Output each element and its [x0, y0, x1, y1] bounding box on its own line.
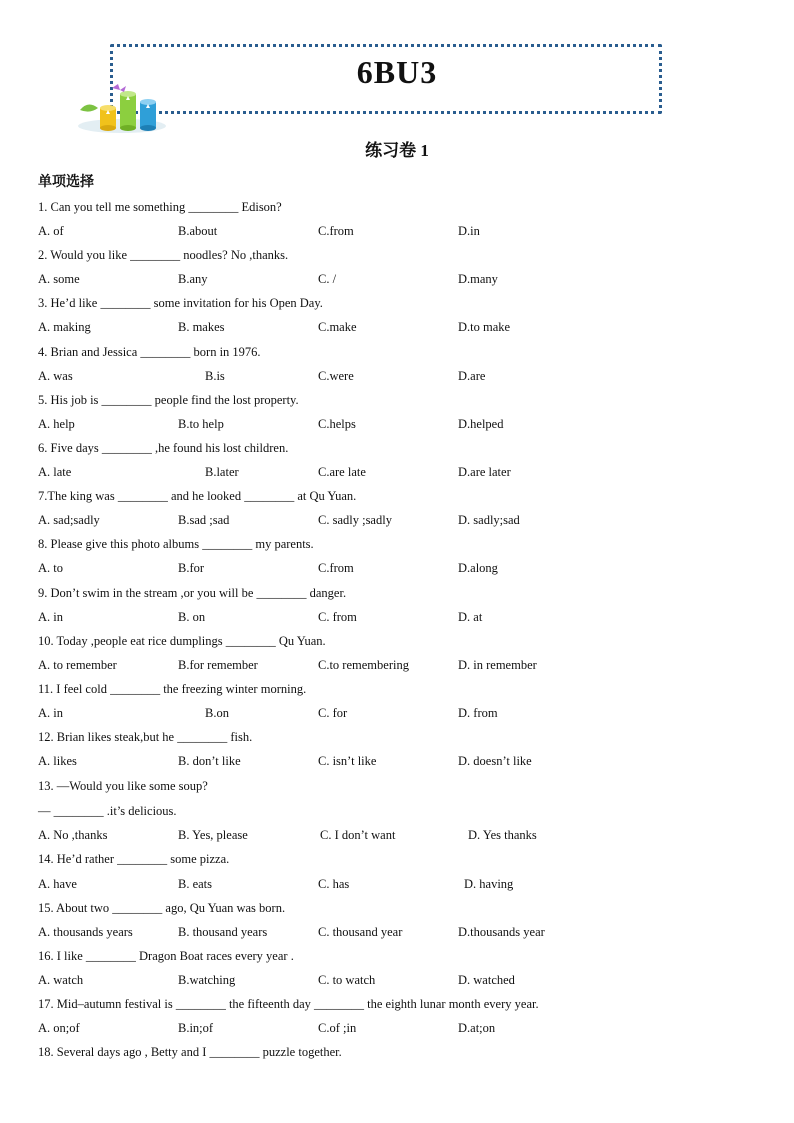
option-a: A. have: [38, 876, 77, 891]
question-stem: 3. He’d like ________ some invitation for his Open Day.: [38, 296, 323, 311]
option-d: D.many: [458, 272, 498, 287]
option-c: C. for: [318, 705, 348, 720]
option-d: D. from: [458, 705, 498, 720]
option-c: C.from: [318, 224, 354, 239]
option-a: A. watch: [38, 972, 84, 987]
option-a: A. to: [38, 561, 63, 576]
option-b: B. Yes, please: [178, 828, 248, 843]
option-c: C.were: [318, 368, 354, 383]
option-a: A. of: [38, 224, 64, 239]
option-a: A. likes: [38, 754, 77, 769]
option-a: A. on;of: [38, 1021, 80, 1036]
option-b: B.about: [178, 224, 218, 239]
option-c: C.from: [318, 561, 354, 576]
question-stem: 6. Five days ________ ,he found his lost children.: [38, 440, 289, 455]
option-c: C. I don’t want: [320, 828, 396, 843]
option-c: C. isn’t like: [318, 754, 377, 769]
option-row: [38, 920, 738, 944]
option-d: D. sadly;sad: [458, 513, 520, 528]
question-stem: 7.The king was ________ and he looked ________ at Qu Yuan.: [38, 489, 357, 504]
option-a: A. in: [38, 705, 63, 720]
option-d: D.in: [458, 224, 480, 239]
option-c: C.make: [318, 320, 357, 335]
option-c: C. to watch: [318, 972, 376, 987]
question-stem: 1. Can you tell me something ________ Edison?: [38, 200, 282, 214]
option-row: [38, 1016, 738, 1040]
option-c: C. /: [318, 272, 337, 287]
option-d: D. watched: [458, 972, 515, 987]
option-c: C. has: [318, 876, 350, 891]
option-row: [38, 412, 738, 436]
option-b: B.on: [205, 705, 229, 720]
option-row: [38, 315, 738, 339]
option-a: A. making: [38, 320, 91, 335]
option-b: B. thousand years: [178, 924, 268, 939]
option-b: B.for: [178, 561, 205, 576]
question-stem: 9. Don’t swim in the stream ,or you will be ________ danger.: [38, 585, 347, 600]
option-row: [38, 556, 738, 580]
page-title: 6BU3: [356, 54, 438, 90]
option-d: D.helped: [458, 416, 504, 431]
question-list: [38, 195, 738, 1064]
question-stem: 4. Brian and Jessica ________ born in 1976.: [38, 344, 261, 359]
option-a: A. No ,thanks: [38, 828, 108, 843]
option-d: D. at: [458, 609, 483, 624]
option-row: [38, 219, 738, 243]
question-stem: 14. He’d rather ________ some pizza.: [38, 852, 230, 867]
option-row: [38, 872, 738, 896]
option-d: D.thousands year: [458, 924, 545, 939]
option-d: D.along: [458, 561, 498, 576]
option-c: C.of ;in: [318, 1021, 357, 1036]
option-a: A. some: [38, 272, 80, 287]
option-d: D. in remember: [458, 657, 537, 672]
question-stem: 5. His job is ________ people find the lost property.: [38, 392, 299, 407]
option-c: C.to remembering: [318, 657, 409, 672]
section-heading: 单项选择: [38, 174, 94, 190]
question-stem: 13. —Would you like some soup?: [38, 779, 208, 794]
option-b: B. don’t like: [178, 754, 241, 769]
option-c: C. sadly ;sadly: [318, 513, 392, 528]
option-row: [38, 653, 738, 677]
option-b: B. eats: [178, 876, 213, 891]
option-row: [38, 267, 738, 291]
option-a: A. was: [38, 368, 73, 383]
option-a: A. late: [38, 465, 72, 480]
option-d: D. having: [464, 876, 514, 891]
option-row: [38, 508, 738, 532]
option-c: C.helps: [318, 416, 356, 431]
question-stem: 8. Please give this photo albums ________ my parents.: [38, 537, 314, 552]
option-a: A. in: [38, 609, 63, 624]
option-a: A. help: [38, 416, 75, 431]
question-stem: 10. Today ,people eat rice dumplings ________ Qu Yuan.: [38, 633, 326, 648]
option-a: A. to remember: [38, 657, 117, 672]
option-d: D.at;on: [458, 1021, 496, 1036]
question-stem: 17. Mid–autumn festival is ________ the fifteenth day ________ the eighth lunar month every year.: [38, 997, 539, 1011]
question-stem: 11. I feel cold ________ the freezing winter morning.: [38, 681, 307, 696]
option-b: B.is: [205, 368, 225, 383]
question-stem: 12. Brian likes steak,but he ________ fish.: [38, 730, 253, 745]
option-d: D.are later: [458, 465, 511, 480]
page-subtitle: 练习卷 1: [365, 141, 429, 160]
option-row: [38, 749, 738, 773]
option-d: D.to make: [458, 320, 511, 335]
option-a: A. thousands years: [38, 924, 133, 939]
option-a: A. sad;sadly: [38, 513, 100, 528]
option-row: [38, 968, 738, 992]
option-b: B.later: [205, 465, 239, 480]
question-stem: 18. Several days ago , Betty and I ________ puzzle together.: [38, 1045, 342, 1060]
option-row: [38, 823, 738, 847]
option-b: B.for remember: [178, 657, 258, 672]
option-b: B.in;of: [178, 1021, 214, 1036]
option-row: [38, 364, 738, 388]
option-c: C. thousand year: [318, 924, 403, 939]
question-stem: 16. I like ________ Dragon Boat races every year .: [38, 948, 294, 963]
option-row: [38, 460, 738, 484]
option-row: [38, 605, 738, 629]
option-b: B.sad ;sad: [178, 513, 230, 528]
option-c: C.are late: [318, 465, 366, 480]
question-stem: 2. Would you like ________ noodles? No ,thanks.: [38, 248, 289, 263]
question-stem: 15. About two ________ ago, Qu Yuan was born.: [38, 900, 286, 915]
option-b: B. on: [178, 609, 206, 624]
option-b: B.watching: [178, 972, 236, 987]
option-d: D. Yes thanks: [468, 828, 537, 843]
question-stem-continued: — ________ .it’s delicious.: [38, 804, 177, 819]
option-c: C. from: [318, 609, 357, 624]
option-b: B.to help: [178, 416, 224, 431]
option-d: D. doesn’t like: [458, 754, 532, 769]
option-b: B. makes: [178, 320, 225, 335]
option-b: B.any: [178, 272, 208, 287]
option-d: D.are: [458, 368, 486, 383]
option-row: [38, 701, 738, 725]
